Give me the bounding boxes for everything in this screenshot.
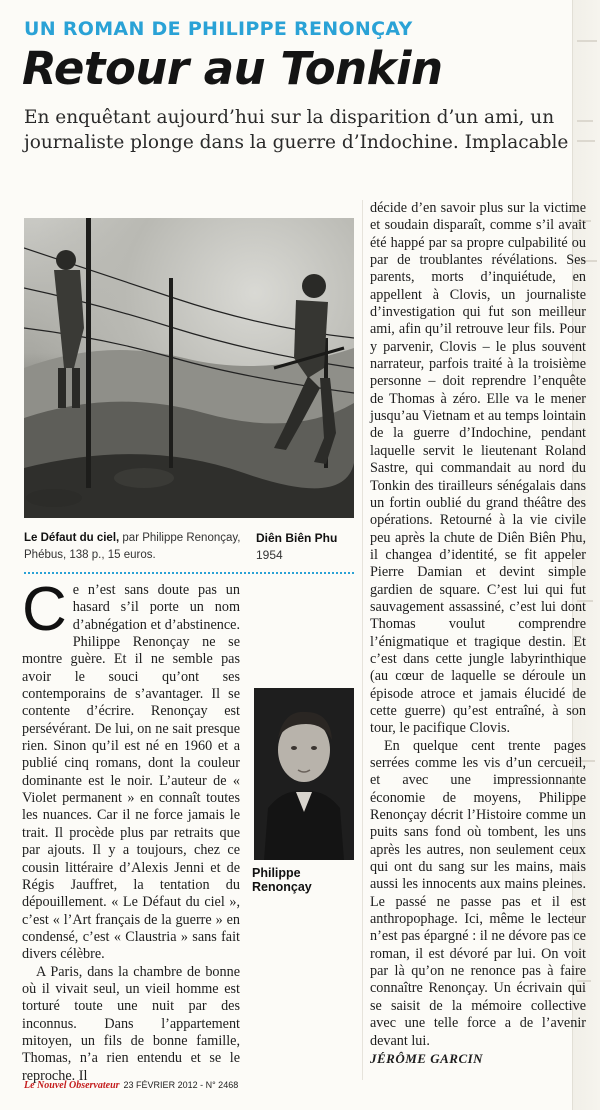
author-portrait-illustration bbox=[254, 688, 354, 860]
left-paragraph-2: A Paris, dans la chambre de bonne où il vivait seul, un vieil homme est torturé toute une nuit par des inconnus. Dans l’appartement mitoyen, un fils de bonne famille, Thomas, n’a rien entendu et se le reproche. Il bbox=[22, 963, 240, 1084]
right-paragraph-2: En quelque cent trente pages serrées comme les vis d’un cercueil, et avec une impressionnante économie de moyens, Philippe Renonçay décrit l’Histoire comme un puits sans fond où tombent, les uns après les autres, non seulement ceux qui ont du sang sur les mains, mais aussi les innocents aux mains pleines. Le passé ne passe pas et il est anthropophage. Ici, même le lecteur n’est pas épargné : il ne dévore pas ce roman, il est dévoré par lui. On voit par là qu’on ne renonce pas à faire connaître Renonçay. Un écrivain qui se saisit de la mémoire collective avec une telle force a de l’avenir devant lui. bbox=[370, 737, 586, 1049]
book-details: par Philippe Renonçay, Phébus, 138 p., 15 euros. bbox=[24, 532, 241, 561]
right-paragraph-1: décide d’en savoir plus sur la victime et soudain disparaît, comme s’il avait été happé par sa propre culpabilité ou par de troublantes révélations. Ses parents, morts d’inquiétude, en appellent à Clovis, un journaliste d’investigation qui fut son meilleur ami, afin qu’il retrouve leur fils. Pour y parvenir, Clovis – le plus souvent narrateur, parfois traité à la troisième personne – doit reprendre l’enquête de Thomas à zéro. Elle va le mener jusqu’au Vietnam et au temps lointain de la guerre d’Indochine, pendant laquelle servit le lieutenant Roland Sastre, qui commandait au nord du Tonkin des tirailleurs sénégalais dans un fortin oublié du grand théâtre des opérations. Retourné à la vie civile peu après la chute de Diên Biên Phu, il changea d’identité, se fit appeler Pierre Damian et devint simple gardien de square. C’est lui qui fut sauvagement assassiné, c’est lui dont Thomas voulut comprendre l’énigmatique et tragique destin. Et c’est dans cette jungle labyrinthique (au cœur de laquelle se déroule un épisode atroce et jamais élucidé de cette guerre) qu’est entraîné, à son tour, le pacifique Clovis. bbox=[370, 200, 586, 737]
article-column-left bbox=[22, 575, 240, 1085]
left-paragraph-1-text: e n’est sans doute pas un hasard s’il porte un nom d’abnégation et d’abstinence. Philippe Renonçay ne se montre guère. Et il ne semble pas avoir le souci qu’ont ses contemporains de s’avantager. Il se contente d’écrire. Renonçay est persévérant. De lui, on ne sait presque rien. Sinon qu’il est né en 1960 et a publié cinq romans, dont la couleur dominante est le noir. L’auteur de « Violet permanent » en connaît toutes les nuances. Car il ne force jamais le trait. Il procède plus par retraits que par ajouts. Il y a toujours, chez ce cousin littéraire d’Alexis Jenni et de Régis Jauffret, la tentation du dépouillement. « Le Défaut du ciel », c’est « l’Art français de la guerre » en condensé, c’est « Claustria » sans fait divers célèbre. bbox=[22, 582, 240, 963]
article-headline: Retour au Tonkin bbox=[22, 42, 443, 95]
caption-divider bbox=[24, 572, 354, 574]
photo-caption-year: 1954 bbox=[256, 548, 283, 562]
article-column-right bbox=[370, 200, 586, 1067]
publication-logo: Le Nouvel Observateur bbox=[24, 1080, 120, 1091]
article-standfirst: En enquêtant aujourd’hui sur la disparition d’un ami, un journaliste plonge dans la guerre d’Indochine. Implacable bbox=[24, 107, 569, 153]
column-divider bbox=[362, 200, 363, 1080]
left-paragraph-1 bbox=[22, 575, 240, 964]
book-title: Le Défaut du ciel, bbox=[24, 532, 120, 544]
book-caption bbox=[24, 530, 244, 564]
drop-cap: C bbox=[22, 575, 67, 644]
photo-caption bbox=[256, 530, 356, 564]
photo-caption-place: Diên Biên Phu bbox=[256, 531, 338, 545]
page-footer bbox=[24, 1080, 238, 1091]
issue-date: 23 FÉVRIER 2012 - N° 2468 bbox=[123, 1080, 239, 1090]
war-photo bbox=[24, 218, 354, 518]
author-portrait bbox=[254, 688, 354, 860]
article-kicker: UN ROMAN DE PHILIPPE RENONÇAY bbox=[24, 18, 413, 40]
author-signature: JÉRÔME GARCIN bbox=[370, 1050, 484, 1066]
war-photo-illustration bbox=[24, 218, 354, 518]
portrait-caption: Philippe Renonçay bbox=[252, 866, 312, 894]
